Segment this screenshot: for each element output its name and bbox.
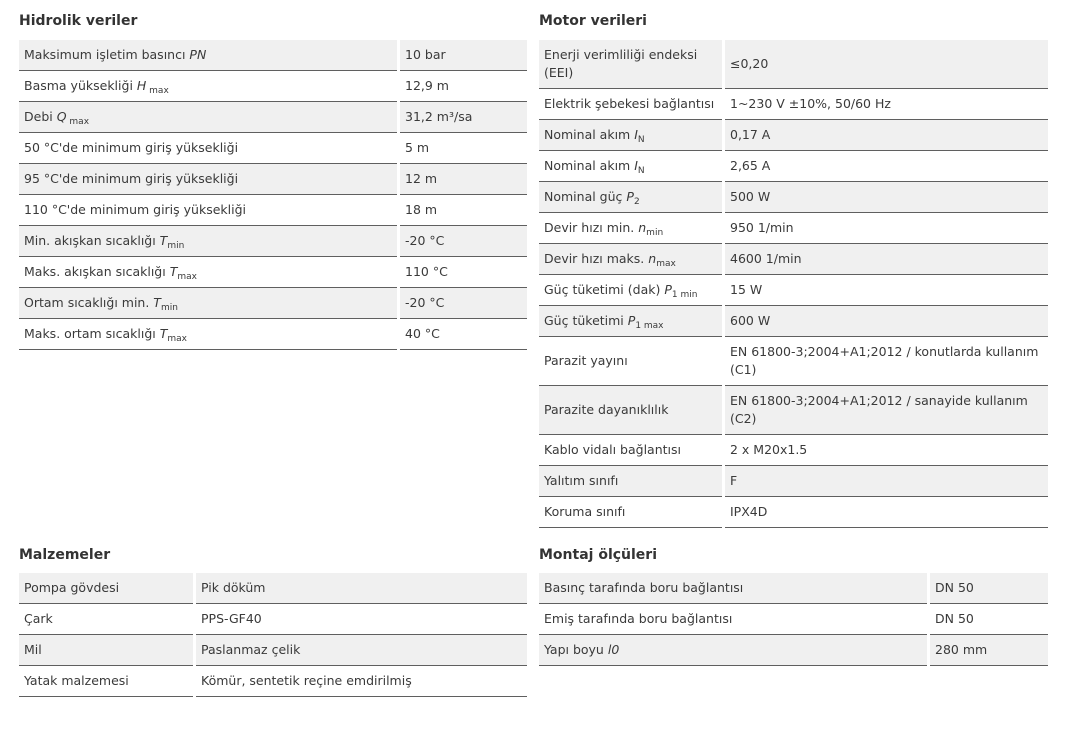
hydraulic-section: [19, 10, 530, 350]
row-value: 12,9 m: [400, 71, 527, 102]
row-value: Kömür, sentetik reçine emdirilmiş: [196, 666, 527, 697]
table-row: [539, 182, 1048, 213]
row-value: DN 50: [930, 604, 1048, 635]
row-symbol-subscript: N: [637, 135, 645, 145]
row-label: 95 °C'de minimum giriş yüksekliği: [24, 171, 239, 186]
row-label: Min. akışkan sıcaklığı: [24, 233, 160, 248]
table-row: [19, 666, 527, 697]
row-label: Enerji verimliliği endeksi (EEI): [544, 47, 698, 80]
table-row: [19, 319, 527, 350]
row-label-cell: [539, 244, 722, 275]
row-symbol: n: [638, 220, 647, 235]
row-label: Debi: [24, 109, 57, 124]
row-label: Kablo vidalı bağlantısı: [544, 442, 681, 457]
row-symbol-subscript: 2: [633, 197, 640, 207]
row-label: Nominal akım: [544, 127, 635, 142]
row-value: 10 bar: [400, 40, 527, 71]
row-value: -20 °C: [400, 226, 527, 257]
row-value: Pik döküm: [196, 573, 527, 604]
row-label-cell: [539, 40, 722, 89]
row-label: 110 °C'de minimum giriş yüksekliği: [24, 202, 246, 217]
row-value: 280 mm: [930, 635, 1048, 666]
row-label: Güç tüketimi (dak): [544, 282, 665, 297]
row-label: Basınç tarafında boru bağlantısı: [544, 580, 744, 595]
row-label-cell: [539, 604, 927, 635]
row-value: 600 W: [725, 306, 1048, 337]
row-label-cell: [539, 120, 722, 151]
row-symbol-subscript: 1 min: [671, 290, 698, 300]
table-row: [539, 244, 1048, 275]
row-symbol: P: [626, 189, 634, 204]
row-value: IPX4D: [725, 497, 1048, 528]
row-value: 4600 1/min: [725, 244, 1048, 275]
row-label: Maksimum işletim basıncı: [24, 47, 190, 62]
row-label-cell: [539, 386, 722, 435]
row-value: PPS-GF40: [196, 604, 527, 635]
row-symbol: T: [159, 326, 168, 341]
row-value: 2,65 A: [725, 151, 1048, 182]
table-row: [19, 71, 527, 102]
row-label: Güç tüketimi: [544, 313, 628, 328]
row-value: 18 m: [400, 195, 527, 226]
row-label: Pompa gövdesi: [24, 580, 120, 595]
row-symbol-subscript: min: [646, 228, 664, 238]
row-label-cell: [19, 40, 397, 71]
motor-section: [539, 10, 1051, 528]
table-row: [19, 133, 527, 164]
row-label-cell: [539, 182, 722, 213]
row-label: Emiş tarafında boru bağlantısı: [544, 611, 733, 626]
table-row: [19, 635, 527, 666]
table-row: [539, 573, 1048, 604]
row-label: Yapı boyu: [544, 642, 608, 657]
row-value: 1~230 V ±10%, 50/60 Hz: [725, 89, 1048, 120]
table-row: [539, 275, 1048, 306]
row-value: 5 m: [400, 133, 527, 164]
row-label-cell: [19, 573, 193, 604]
hydraulic-table: [16, 40, 530, 350]
row-value: EN 61800-3;2004+A1;2012 / sanayide kullanım (C2): [725, 386, 1048, 435]
row-label: Parazite dayanıklılık: [544, 402, 669, 417]
row-symbol-subscript: N: [637, 166, 645, 176]
table-row: [19, 164, 527, 195]
row-label-cell: [19, 604, 193, 635]
mounting-section: [539, 544, 1051, 666]
row-label-cell: [19, 195, 397, 226]
row-symbol: Q: [56, 109, 67, 124]
row-label-cell: [19, 102, 397, 133]
row-symbol: I: [634, 127, 638, 142]
row-label-cell: [19, 319, 397, 350]
table-row: [539, 435, 1048, 466]
row-symbol: P: [627, 313, 636, 328]
row-label: Yalıtım sınıfı: [544, 473, 619, 488]
row-label: Ortam sıcaklığı min.: [24, 295, 154, 310]
table-row: [539, 337, 1048, 386]
table-row: [19, 257, 527, 288]
row-symbol: n: [648, 251, 657, 266]
row-symbol-subscript: 1 max: [635, 321, 664, 331]
row-value: 40 °C: [400, 319, 527, 350]
materials-section: [19, 544, 530, 697]
table-row: [19, 604, 527, 635]
motor-table: [536, 40, 1051, 528]
table-row: [539, 213, 1048, 244]
table-row: [539, 151, 1048, 182]
row-label-cell: [539, 337, 722, 386]
row-label: Parazit yayını: [544, 353, 628, 368]
table-row: [19, 573, 527, 604]
row-symbol: T: [159, 233, 168, 248]
row-symbol-subscript: min: [167, 241, 185, 251]
table-row: [19, 40, 527, 71]
row-value: 2 x M20x1.5: [725, 435, 1048, 466]
table-row: [539, 466, 1048, 497]
row-value: 110 °C: [400, 257, 527, 288]
row-label: Maks. akışkan sıcaklığı: [24, 264, 170, 279]
row-label: Elektrik şebekesi bağlantısı: [544, 96, 715, 111]
row-label-cell: [539, 275, 722, 306]
row-label: Koruma sınıfı: [544, 504, 626, 519]
row-label-cell: [19, 666, 193, 697]
row-value: 31,2 m³/sa: [400, 102, 527, 133]
row-symbol: H: [136, 78, 147, 93]
row-label-cell: [539, 635, 927, 666]
row-value: 12 m: [400, 164, 527, 195]
row-symbol: l0: [607, 642, 620, 657]
row-label: Nominal güç: [544, 189, 627, 204]
table-row: [539, 120, 1048, 151]
row-symbol-subscript: min: [160, 303, 178, 313]
row-label-cell: [19, 133, 397, 164]
row-symbol-subscript: max: [167, 334, 187, 344]
row-label-cell: [19, 226, 397, 257]
row-symbol: I: [634, 158, 638, 173]
row-value: EN 61800-3;2004+A1;2012 / konutlarda kullanım (C1): [725, 337, 1048, 386]
table-row: [19, 288, 527, 319]
row-label: Yatak malzemesi: [24, 673, 129, 688]
materials-title: Malzemeler: [19, 547, 111, 563]
row-label: Devir hızı min.: [544, 220, 639, 235]
row-label-cell: [539, 306, 722, 337]
row-value: F: [725, 466, 1048, 497]
row-label: Çark: [24, 611, 53, 626]
table-row: [19, 195, 527, 226]
table-row: [539, 306, 1048, 337]
row-value: Paslanmaz çelik: [196, 635, 527, 666]
mounting-table: [536, 573, 1051, 666]
row-label-cell: [539, 151, 722, 182]
row-symbol-subscript: max: [656, 259, 676, 269]
table-row: [539, 40, 1048, 89]
row-label: Basma yüksekliği: [24, 78, 137, 93]
row-value: DN 50: [930, 573, 1048, 604]
row-label: Nominal akım: [544, 158, 635, 173]
table-row: [539, 635, 1048, 666]
row-label-cell: [19, 257, 397, 288]
row-label-cell: [19, 288, 397, 319]
row-value: 500 W: [725, 182, 1048, 213]
row-symbol: T: [153, 295, 161, 310]
row-symbol-subscript: max: [177, 272, 197, 282]
table-row: [539, 89, 1048, 120]
row-symbol: T: [169, 264, 178, 279]
table-row: [539, 604, 1048, 635]
row-symbol: P: [664, 282, 672, 297]
row-label-cell: [19, 635, 193, 666]
table-row: [19, 226, 527, 257]
row-label: Devir hızı maks.: [544, 251, 649, 266]
row-label: Maks. ortam sıcaklığı: [24, 326, 160, 341]
row-symbol-subscript: max: [66, 117, 90, 127]
row-label: 50 °C'de minimum giriş yüksekliği: [24, 140, 239, 155]
row-label-cell: [19, 71, 397, 102]
row-label-cell: [539, 89, 722, 120]
row-label-cell: [539, 466, 722, 497]
row-value: -20 °C: [400, 288, 527, 319]
row-label-cell: [539, 435, 722, 466]
table-row: [539, 386, 1048, 435]
materials-table: [16, 573, 530, 697]
row-value: 950 1/min: [725, 213, 1048, 244]
table-row: [19, 102, 527, 133]
hydraulic-title: Hidrolik veriler: [19, 13, 138, 29]
row-value: 0,17 A: [725, 120, 1048, 151]
row-label: Mil: [24, 642, 42, 657]
row-label-cell: [19, 164, 397, 195]
mounting-title: Montaj ölçüleri: [539, 547, 658, 563]
row-symbol: PN: [189, 47, 207, 62]
table-row: [539, 497, 1048, 528]
row-value: 15 W: [725, 275, 1048, 306]
row-value: ≤0,20: [725, 40, 1048, 89]
row-symbol-subscript: max: [146, 86, 169, 96]
motor-title: Motor verileri: [539, 13, 647, 29]
row-label-cell: [539, 497, 722, 528]
row-label-cell: [539, 213, 722, 244]
row-label-cell: [539, 573, 927, 604]
